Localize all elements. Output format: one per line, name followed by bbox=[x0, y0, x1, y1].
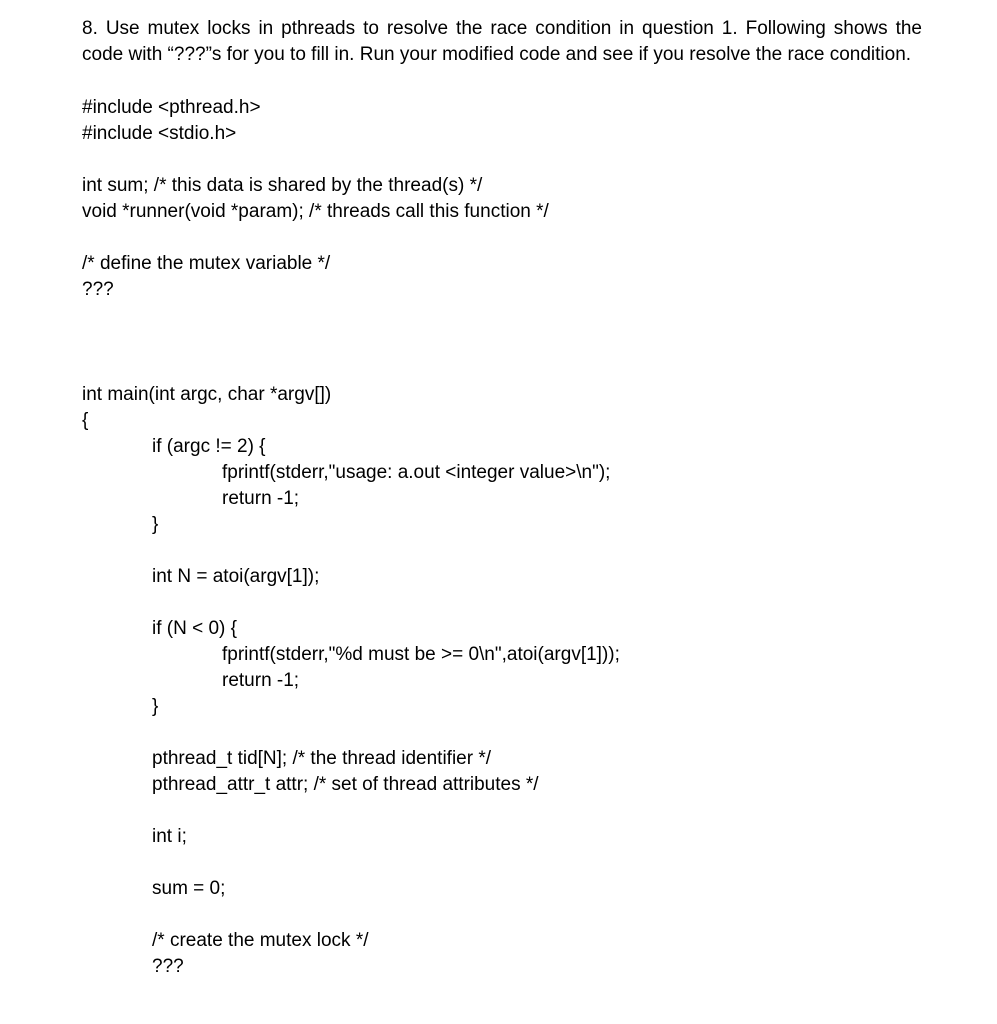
code-mutex-comment: /* define the mutex variable */ bbox=[82, 253, 331, 274]
question-text: Use mutex locks in pthreads to resolve the race condition in question 1. Following shows the code with “???”s for you to fill in. Run your modified code and see if you resolve the race condition. bbox=[82, 18, 923, 65]
code-close-if-n: } bbox=[152, 696, 159, 717]
code-main-signature: int main(int argc, char *argv[]) bbox=[82, 384, 332, 405]
code-tid-declaration: pthread_t tid[N]; /* the thread identifier */ bbox=[152, 748, 492, 769]
code-sum-declaration: int sum; /* this data is shared by the thread(s) */ bbox=[82, 175, 483, 196]
code-int-n: int N = atoi(argv[1]); bbox=[152, 566, 320, 587]
code-if-n: if (N < 0) { bbox=[152, 618, 237, 639]
code-main-open-brace: { bbox=[82, 410, 89, 431]
code-int-i: int i; bbox=[152, 826, 187, 847]
code-create-placeholder: ??? bbox=[152, 956, 184, 977]
question-number: 8. bbox=[82, 18, 98, 39]
code-include-stdio: #include <stdio.h> bbox=[82, 123, 237, 144]
code-return-n: return -1; bbox=[222, 670, 300, 691]
code-mutex-placeholder: ??? bbox=[82, 279, 114, 300]
code-close-if-argc: } bbox=[152, 514, 159, 535]
code-sum-init: sum = 0; bbox=[152, 878, 226, 899]
code-attr-declaration: pthread_attr_t attr; /* set of thread attributes */ bbox=[152, 774, 539, 795]
code-create-comment: /* create the mutex lock */ bbox=[152, 930, 369, 951]
code-if-argc: if (argc != 2) { bbox=[152, 436, 266, 457]
code-runner-declaration: void *runner(void *param); /* threads call this function */ bbox=[82, 201, 549, 222]
code-fprintf-usage: fprintf(stderr,"usage: a.out <integer value>\n"); bbox=[222, 462, 611, 483]
code-include-pthread: #include <pthread.h> bbox=[82, 97, 261, 118]
code-return-usage: return -1; bbox=[222, 488, 300, 509]
question-paragraph bbox=[82, 16, 922, 68]
code-fprintf-n: fprintf(stderr,"%d must be >= 0\n",atoi(argv[1])); bbox=[222, 644, 620, 665]
